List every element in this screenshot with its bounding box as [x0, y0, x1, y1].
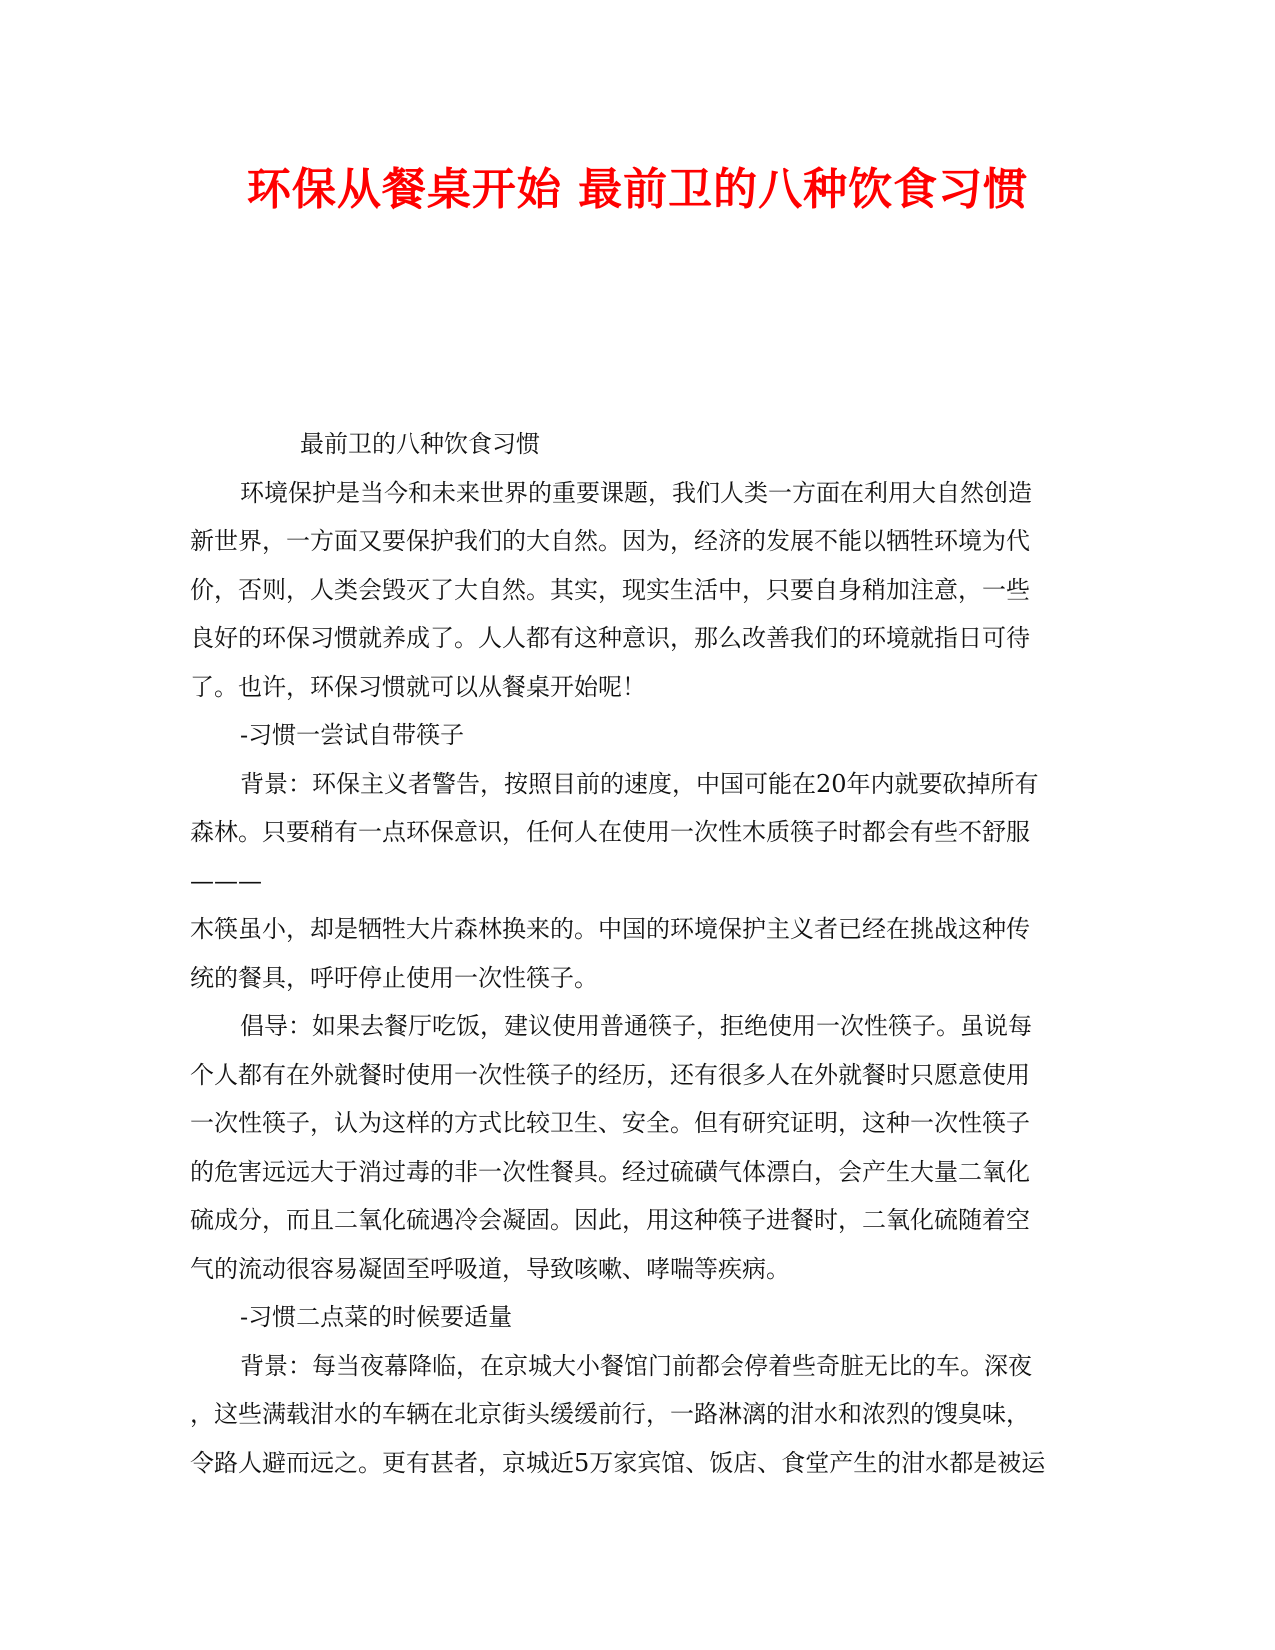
- body-text-line: 新世界，一方面又要保护我们的大自然。因为，经济的发展不能以牺牲环境为代: [190, 527, 1030, 555]
- body-text-line: 令路人避而远之。更有甚者，京城近5万家宾馆、饭店、食堂产生的泔水都是被运: [190, 1448, 1046, 1477]
- body-text-line: 倡导：如果去餐厅吃饭，建议使用普通筷子，拒绝使用一次性筷子。虽说每: [240, 1012, 1032, 1040]
- body-text-line: ，这些满载泔水的车辆在北京街头缓缓前行，一路淋漓的泔水和浓烈的馊臭味，: [190, 1400, 1030, 1428]
- body-text-line: 木筷虽小，却是牺牲大片森林换来的。中国的环境保护主义者已经在挑战这种传: [190, 915, 1030, 943]
- body-text-line: 个人都有在外就餐时使用一次性筷子的经历，还有很多人在外就餐时只愿意使用: [190, 1060, 1030, 1089]
- body-text-line: 硫成分，而且二氧化硫遇冷会凝固。因此，用这种筷子进餐时，二氧化硫随着空: [190, 1206, 1030, 1234]
- body-text-line: 环境保护是当今和未来世界的重要课题，我们人类一方面在利用大自然创造: [240, 478, 1032, 507]
- body-text-line: 森林。只要稍有一点环保意识，任何人在使用一次性木质筷子时都会有些不舒服: [190, 818, 1030, 846]
- body-text-line: -习惯一尝试自带筷子: [240, 721, 465, 749]
- body-text-line: ———: [190, 866, 262, 895]
- body-text-line: 的危害远远大于消过毒的非一次性餐具。经过硫磺气体漂白，会产生大量二氧化: [190, 1157, 1030, 1186]
- body-text-line: 了。也许，环保习惯就可以从餐桌开始呢！: [190, 672, 646, 701]
- body-text-line: 背景：环保主义者警告，按照目前的速度，中国可能在20年内就要砍掉所有: [240, 769, 1039, 798]
- body-text-line: 一次性筷子，认为这样的方式比较卫生、安全。但有研究证明，这种一次性筷子: [190, 1109, 1030, 1137]
- body-text-line: 统的餐具，呼吁停止使用一次性筷子。: [190, 963, 598, 992]
- document-body: [190, 420, 1085, 1487]
- body-text-line: 价，否则，人类会毁灭了大自然。其实，现实生活中，只要自身稍加注意，一些: [190, 575, 1030, 604]
- document-title: 环保从餐桌开始 最前卫的八种饮食习惯: [246, 164, 1029, 215]
- body-text-line: 气的流动很容易凝固至呼吸道，导致咳嗽、哮喘等疾病。: [190, 1254, 790, 1283]
- document-subtitle: 最前卫的八种饮食习惯: [300, 430, 540, 458]
- body-text-line: 良好的环保习惯就养成了。人人都有这种意识，那么改善我们的环境就指日可待: [190, 624, 1030, 652]
- body-text-line: 背景：每当夜幕降临，在京城大小餐馆门前都会停着些奇脏无比的车。深夜: [240, 1351, 1032, 1380]
- body-text-line: -习惯二点菜的时候要适量: [240, 1303, 513, 1331]
